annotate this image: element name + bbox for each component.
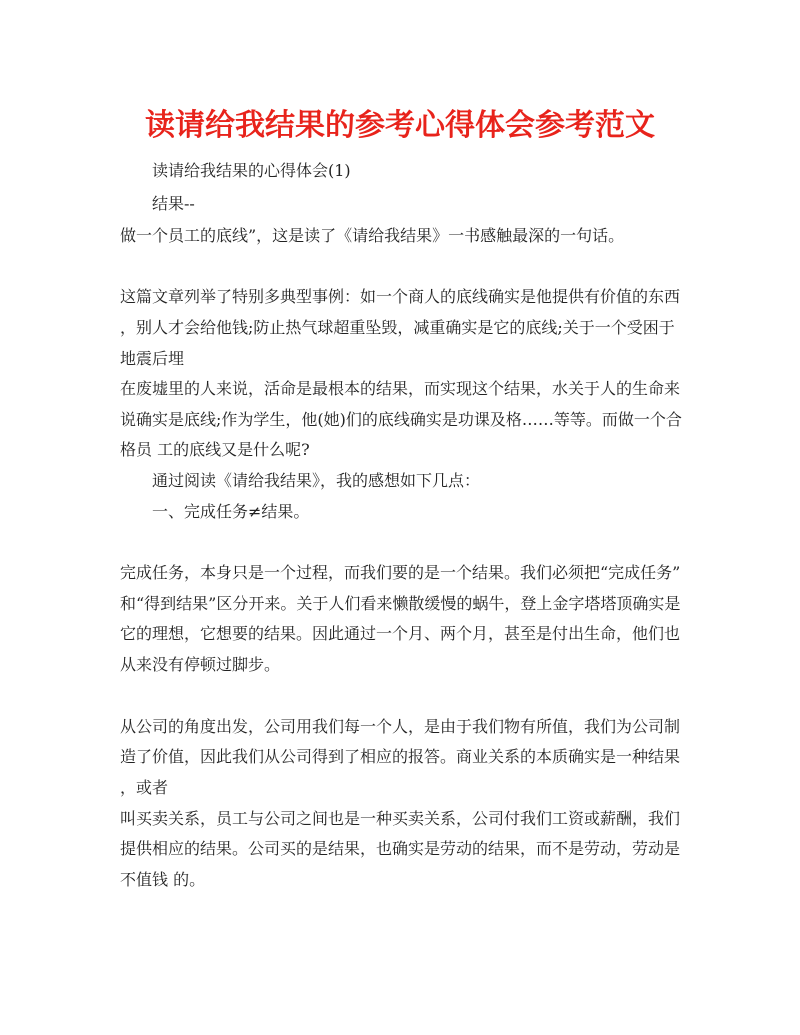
document-title: 读请给我结果的参考心得体会参考范文 [145, 108, 655, 143]
text-line: ，或者 [120, 778, 169, 797]
subheading: 一、完成任务≠结果。 [152, 502, 310, 521]
text-line: 叫买卖关系，员工与公司之间也是一种买卖关系，公司付我们工资或薪酬，我们 [120, 809, 681, 828]
text-line: 在废墟里的人来说，活命是最根本的结果，而实现这个结果，水关于人的生命来 [120, 379, 681, 398]
text-line: 结果-- [152, 194, 195, 213]
text-line: 造了价值，因此我们从公司得到了相应的报答。商业关系的本质确实是一种结果 [120, 747, 681, 766]
section-heading: 读请给我结果的心得体会(1) [152, 161, 351, 180]
text-line: 做一个员工的底线”，这是读了《请给我结果》一书感触最深的一句话。 [120, 226, 625, 245]
text-line: 从来没有停顿过脚步。 [120, 655, 281, 674]
text-line: 提供相应的结果。公司买的是结果，也确实是劳动的结果，而不是劳动，劳动是 [120, 839, 681, 858]
text-line: 地震后埋 [120, 349, 185, 368]
text-line: 通过阅读《请给我结果》，我的感想如下几点： [152, 471, 481, 490]
text-line: 说确实是底线;作为学生，他(她)们的底线确实是功课及格……等等。而做一个合 [120, 410, 682, 429]
text-line: 和“得到结果”区分开来。关于人们看来懒散缓慢的蜗牛，登上金字塔塔顶确实是 [120, 594, 681, 613]
text-line: 从公司的角度出发，公司用我们每一个人，是由于我们物有所值，我们为公司制 [120, 717, 681, 736]
text-line: 它的理想，它想要的结果。因此通过一个月、两个月，甚至是付出生命，他们也 [120, 624, 681, 643]
text-line: ，别人才会给他钱;防止热气球超重坠毁，减重确实是它的底线;关于一个受困于 [120, 318, 675, 337]
text-line: 这篇文章列举了特别多典型事例：如一个商人的底线确实是他提供有价值的东西 [120, 287, 681, 306]
text-line: 完成任务，本身只是一个过程，而我们要的是一个结果。我们必须把“完成任务” [120, 563, 681, 582]
text-line: 不值钱 的。 [120, 870, 206, 889]
text-line: 格员 工的底线又是什么呢? [120, 440, 310, 459]
